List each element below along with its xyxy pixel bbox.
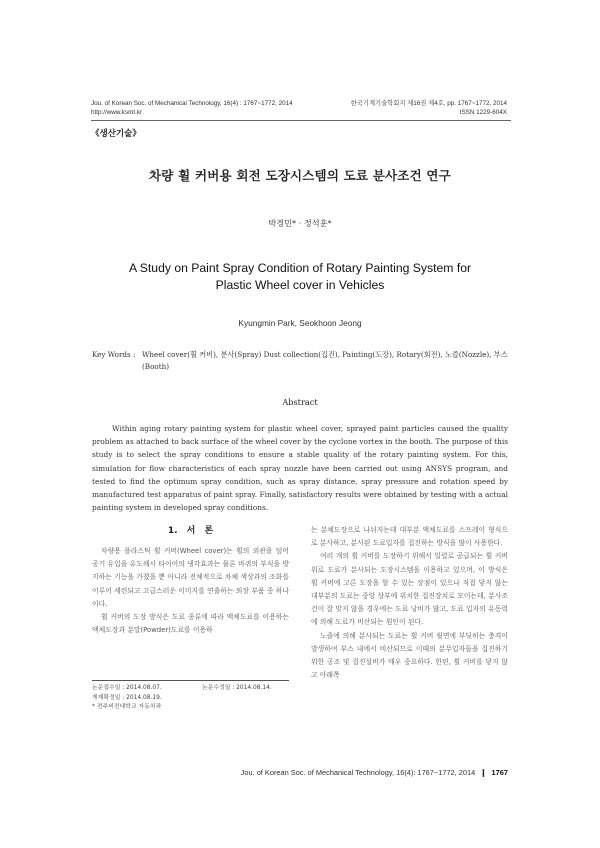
authors-english: Kyungmin Park, Seokhoon Jeong — [238, 318, 362, 328]
revised-date: 논문수정일 : 2014.08.14. — [202, 685, 272, 691]
authors-korean: 박경민* · 정석훈* — [268, 218, 332, 228]
footer-separator: ❙ — [480, 768, 487, 777]
journal-citation-ko: 한국기계기술학회지 제16권 제4호, pp. 1767~1772, 2014 — [350, 100, 507, 107]
right-column — [311, 524, 508, 682]
journal-citation: Jou. of Korean Soc. of Mechanical Technology, 16(4) : 1767~1772, 2014 — [91, 100, 293, 107]
footnote-divider — [92, 680, 289, 681]
keywords-label: Key Words : — [92, 350, 136, 359]
accepted-date: 게재확정일 : 2014.08.19. — [92, 694, 162, 701]
journal-issn: ISSN 1229-604X — [459, 109, 507, 116]
intro-paragraph-1: 차량용 플라스틱 휠 커버(Wheel cover)는 휠의 외관을 덮어 공기 유입을 유도해서 타이어의 냉각효과는 물론 바퀴의 부식을 방지하는 기능을 가졌을 뿐 아니라 전체적으로 차체 색상과의 조화를 이루어 세련되고 고급스러운 이미지를 연출하는 외장 부품 중 하나이다. — [92, 547, 289, 608]
journal-url[interactable]: http://www.ksmt.kr — [91, 109, 143, 116]
right-paragraph-1: 는 분체도장으로 나뉘지는데 대부분 액체도료를 스프레이 형식으로 분사하고, 분사된 도료입자를 집진하는 방식을 많이 사용한다. — [311, 526, 508, 548]
abstract-heading: Abstract — [282, 397, 318, 407]
intro-heading: 1. 서 론 — [167, 526, 214, 536]
footer-citation: Jou. of Korean Soc. of Mechanical Technology, 16(4): 1767~1772, 2014 — [240, 768, 476, 777]
section-tag: 《생산기술》 — [91, 129, 141, 139]
footnote — [92, 684, 292, 713]
title-en-line2: Plastic Wheel cover in Vehicles — [215, 278, 385, 292]
title-en-line1: A Study on Paint Spray Condition of Rotary Painting System for — [128, 261, 472, 275]
page-number: 1767 — [491, 768, 508, 777]
journal-header-right — [351, 99, 507, 117]
received-date: 논문접수일 : 2014.08.07. — [92, 685, 162, 691]
left-column — [92, 545, 289, 637]
right-paragraph-2: 여러 개의 휠 커버를 도장하기 위해서 일렬로 공급되는 휠 커버 위로 도료가 분사되는 도장시스템을 이용하고 있으며, 이 방식은 휠 커버에 고른 도장을 할 수 있는 장점이 있으나 직접 닿지 않는 대부분의 도료는 중앙 상부에 위치한 집진장치로 모이는데, 분사조건이 잘 맞지 않을 경우에는 도료 낭비가 많고, 도료 입자의 유동력에 의해 도료가 비산되는 원인이 된다. — [311, 552, 508, 627]
keywords-text: Wheel cover(휠 커버), 분사(Spray) Dust collection(집진), Painting(도장), Rotary(회전), 노즐(Nozzle), 부스(Booth) — [142, 350, 508, 371]
abstract-body: Within aging rotary painting system for plastic wheel cover, sprayed paint particles caused the quality problem as attached to back surface of the wheel cover by the cyclone vortex in the booth. The purpose of this study is to select the spray conditions to ensure a stable quality of the rotary painting system. For this, simulation for flow characteristics of each spray nozzle have been carried out using ANSYS program, and tested to find the optimum spray condition, such as spray distance, spray pressure and rotation speed by manufactured test apparatus of paint spray. Finally, satisfactory results were obtained by testing with a actual painting system in developed spray conditions. — [92, 424, 508, 513]
keywords — [92, 349, 512, 373]
header-divider — [91, 120, 511, 121]
author-affiliation: * 전주비전대학교 자동차과 — [92, 704, 162, 711]
paper-title-korean: 차량 휠 커버용 회전 도장시스템의 도료 분사조건 연구 — [149, 168, 451, 183]
paper-title-english — [0, 260, 600, 294]
page-footer — [241, 768, 508, 777]
right-paragraph-3: 노즐에 의해 분사되는 도료는 휠 커버 윗면에 부딪히는 충격이 발생하여 부스 내에서 비산되므로 이때의 분무입자들을 집진하기 위한 공조 및 집진설비가 매우 중요하다. 한편, 휠 커버를 닿지 않고 아래쪽 — [311, 631, 508, 680]
journal-header-left — [91, 99, 293, 117]
intro-paragraph-2: 휠 커버의 도장 방식은 도료 종류에 따라 액체도료를 이용하는 액체도장과 분말(Powder)도료를 이용하 — [92, 613, 289, 635]
